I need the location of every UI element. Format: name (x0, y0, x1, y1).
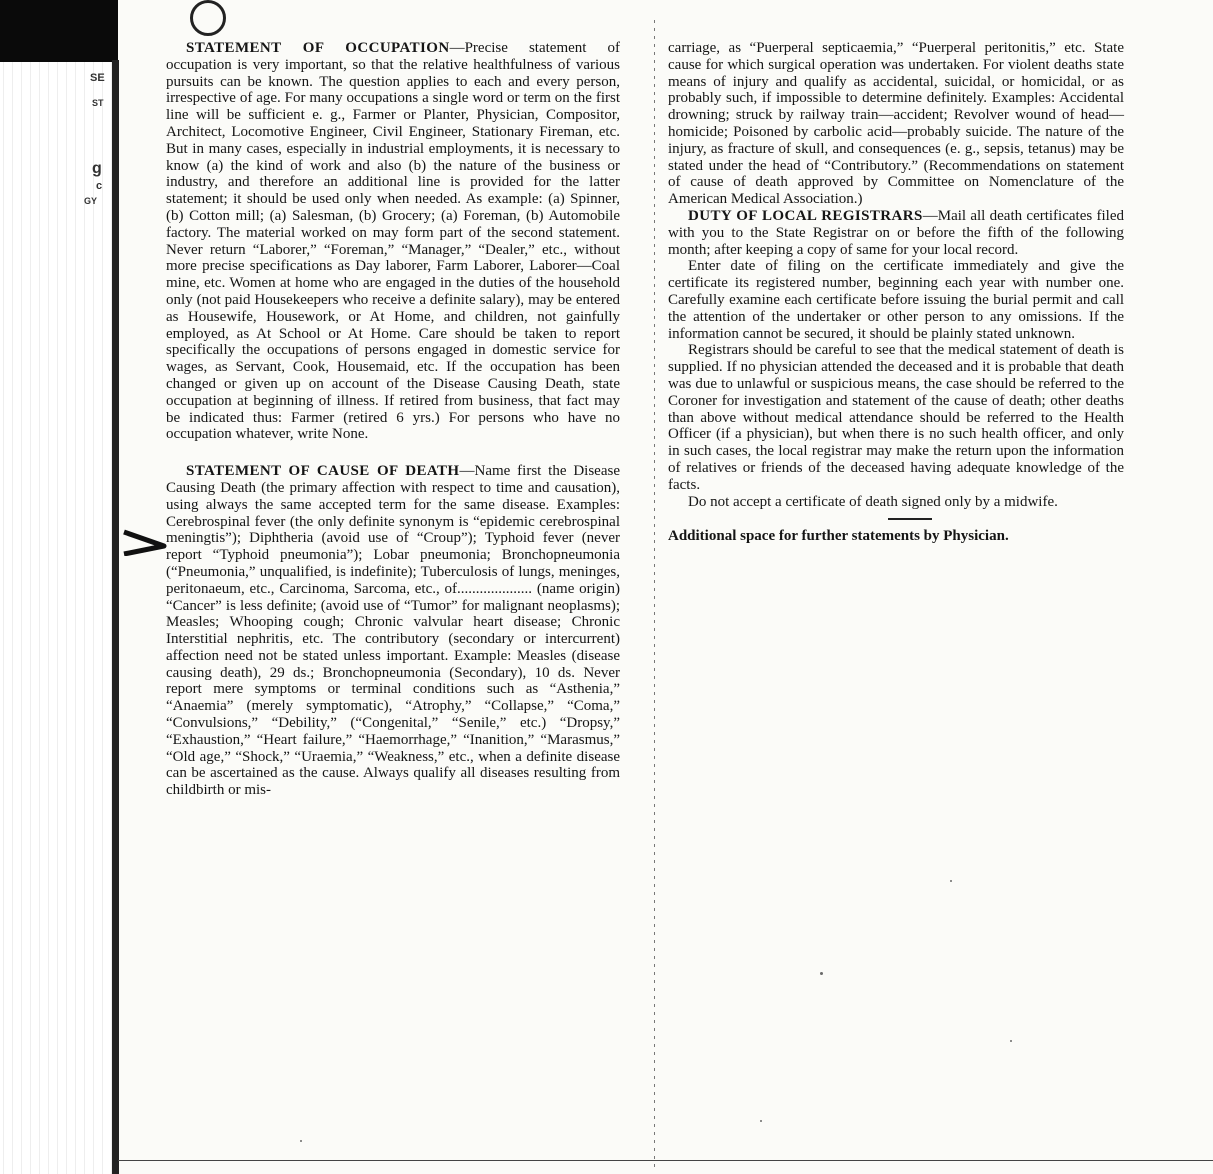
margin-fragment: ST (92, 98, 104, 108)
medical-paragraph: Registrars should be careful to see that the medical statement of death is supplied. If no physician attended the deceased and it is probable that death was due to unlawful or suspicious means, the case should be referred to the Coroner for investigation and statement of the cause of death; other deaths than above without medical attendance should be referred to the Health Officer (if a physician), but when there is no such health officer, and only in such cases, the local registrar may make the return upon the information of relatives or friends of the deceased having adequate knowledge of the facts. (668, 342, 1124, 493)
midwife-paragraph: Do not accept a certificate of death signed only by a midwife. (688, 493, 1058, 510)
scan-speck (300, 1140, 302, 1142)
filing-paragraph: Enter date of filing on the certificate immediately and give the certificate its registered number, beginning each year with number one. Carefully examine each certificate before issuing the burial permit and call the attention of the undertaker or other person to any omissions. If the information cannot be secured, it should be plainly stated unknown. (668, 258, 1124, 342)
occupation-heading: STATEMENT OF OCCUPATION (186, 40, 450, 56)
registrars-heading: DUTY OF LOCAL REGISTRARS (688, 207, 923, 224)
scan-speck (950, 880, 952, 882)
left-column (166, 40, 620, 799)
page-binding-edge (112, 60, 119, 1174)
margin-fragment: g (92, 160, 102, 177)
adjacent-page-strip (0, 62, 118, 1174)
margin-fragment: SE (90, 72, 105, 84)
cause-body: —Name first the Disease Causing Death (the primary affection with respect to time and causation), using always the same accepted term for the same disease. Examples: Cerebrospinal fever (the only definite synonym is “epidemic cerebrospinal meningtis”); Diphtheria (avoid use of “Croup”); Typhoid fever (never report “Typhoid pneumonia”); Lobar pneumonia; Bronchopneumonia (“Pneumonia,” unqualified, is indefinite); Tuberculosis of lungs, meninges, peritonaeum, etc., Carcinoma, Sarcoma, etc., of.................... (name origin) “Cancer” is less definite; (avoid use of “Tumor” for malignant neoplasms); Measles; Whooping cough; Chronic valvular heart disease; Chronic Interstitial nephritis, etc. The contributory (secondary or intercurrent) affection need not be stated unless important. Example: Measles (disease causing death), 29 ds.; Bronchopneumonia (Secondary), 10 ds. Never report mere symptoms or terminal conditions such as “Asthenia,” “Anaemia” (merely symptomatic), “Atrophy,” “Collapse,” “Coma,” “Convulsions,” “Debility,” (“Congenital,” “Senile,” etc.) “Dropsy,” “Exhaustion,” “Heart failure,” “Haemorrhage,” “Inanition,” “Marasmus,” “Old age,” “Shock,” “Uraemia,” “Weakness,” etc., when a definite disease can be ascertained as the cause. Always qualify all diseases resulting from childbirth or mis- (166, 463, 620, 799)
right-column (668, 40, 1124, 545)
occupation-body: —Precise statement of occupation is very important, so that the relative healthfulness of various pursuits can be known. The question applies to each and every person, irrespective of age. For many occupations a single word or term on the first line will be sufficient e. g., Farmer or Planter, Physician, Compositor, Architect, Locomotive Engineer, Civil Engineer, Stationary Fireman, etc. But in many cases, especially in industrial employments, it is necessary to know (a) the kind of work and also (b) the nature of the business or industry, and therefore an additional line is provided for the latter statement; it should be used only when needed. As example: (a) Spinner, (b) Cotton mill; (a) Salesman, (b) Grocery; (a) Foreman, (b) Automobile factory. The material worked on may form part of the second statement. Never return “Laborer,” “Foreman,” “Manager,” “Dealer,” etc., without more precise specifications as Day laborer, Farm Laborer, Laborer—Coal mine, etc. Women at home who are engaged in the duties of the household only (not paid Housekeepers who receive a definite salary), may be entered as Housewife, Housework, or At Home, and children, not gainfully employed, as At School or At Home. Care should be taken to report specifically the occupations of persons engaged in domestic service for wages, as Servant, Cook, Housemaid, etc. If the occupation has been changed or given up on account of the Disease Causing Death, state occupation at beginning of illness. If retired from business, that fact may be indicated thus: Farmer (retired 6 yrs.) For persons who have no occupation whatever, write None. (166, 40, 620, 443)
scan-speck (820, 972, 823, 975)
scan-black-edge (0, 0, 118, 62)
short-divider (888, 518, 932, 520)
cause-paragraph (166, 463, 620, 799)
cause-heading: STATEMENT OF CAUSE OF DEATH (186, 463, 460, 480)
scan-speck (760, 1120, 762, 1122)
margin-fragment: GY (84, 196, 98, 206)
margin-fragment: c (96, 180, 103, 192)
registrars-body: —Mail all death certificates filed with you to the State Registrar on or before the fifth of the following month; after keeping a copy of same for your local record. (668, 207, 1124, 258)
bottom-rule (118, 1160, 1213, 1161)
punch-hole (190, 0, 226, 36)
arrow-mark-icon (122, 528, 170, 556)
scan-speck (1010, 1040, 1012, 1042)
occupation-paragraph (166, 40, 620, 443)
registrars-paragraph (668, 208, 1124, 258)
cause-continuation: carriage, as “Puerperal septicaemia,” “Puerperal peritonitis,” etc. State cause for which surgical operation was undertaken. For violent deaths state means of injury and qualify as accidental, suicidal, or homicidal, or as probably such, if impossible to determine definitely. Examples: Accidental drowning; struck by railway train—accident; Revolver wound of head—homicide; Poisoned by carbolic acid—probably suicide. The nature of the injury, as fracture of skull, and consequences (e. g., sepsis, tetanus) may be stated under the head of “Contributory.” (Recommendations on statement of cause of death approved by Committee on Nomenclature of the American Medical Association.) (668, 40, 1124, 208)
additional-space-label: Additional space for further statements by Physician. (668, 528, 1009, 545)
column-divider (654, 20, 655, 1170)
